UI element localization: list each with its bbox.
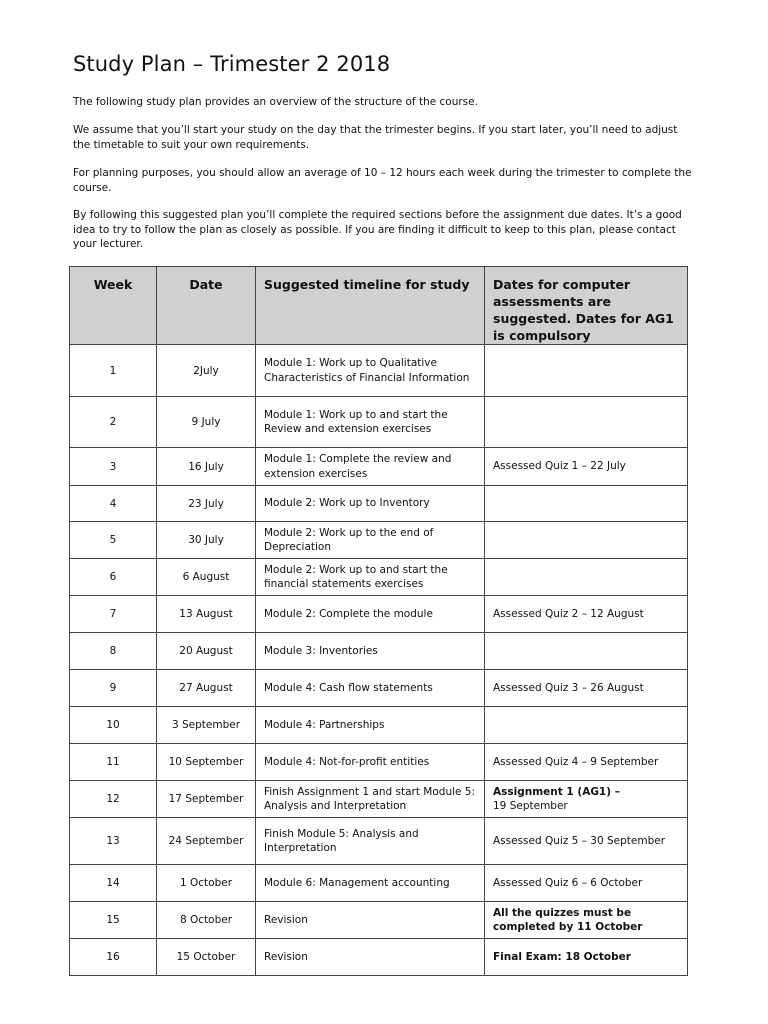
- week-cell: 7: [70, 596, 157, 633]
- week-cell: 8: [70, 633, 157, 670]
- header-week: Week: [70, 267, 157, 345]
- date-cell: 2July: [157, 345, 256, 397]
- table-row: [70, 939, 688, 976]
- table-row: [70, 670, 688, 707]
- timeline-cell: Module 2: Work up to and start the financial statements exercises: [256, 559, 485, 596]
- assessment-text: 19 September: [493, 800, 568, 812]
- week-cell: 14: [70, 865, 157, 902]
- table-row: [70, 781, 688, 818]
- table-row: [70, 744, 688, 781]
- timeline-cell: Finish Assignment 1 and start Module 5: Analysis and Interpretation: [256, 781, 485, 818]
- date-cell: 17 September: [157, 781, 256, 818]
- date-cell: 3 September: [157, 707, 256, 744]
- table-header-row: [70, 267, 688, 345]
- week-cell: 3: [70, 448, 157, 486]
- assessment-cell: Assessed Quiz 2 – 12 August: [485, 596, 688, 633]
- table-row: [70, 633, 688, 670]
- date-cell: 9 July: [157, 397, 256, 448]
- date-cell: 15 October: [157, 939, 256, 976]
- timeline-cell: Module 2: Complete the module: [256, 596, 485, 633]
- assessment-cell: Assessed Quiz 6 – 6 October: [485, 865, 688, 902]
- assessment-cell: [485, 902, 688, 939]
- header-date: Date: [157, 267, 256, 345]
- assessment-cell: Assessed Quiz 1 – 22 July: [485, 448, 688, 486]
- date-cell: 13 August: [157, 596, 256, 633]
- assessment-bold-text: Final Exam: 18 October: [493, 950, 631, 963]
- assessment-bold-text: Assignment 1 (AG1) –: [493, 785, 620, 798]
- date-cell: 8 October: [157, 902, 256, 939]
- timeline-cell: Module 6: Management accounting: [256, 865, 485, 902]
- assessment-cell: [485, 345, 688, 397]
- assessment-cell: [485, 486, 688, 522]
- timeline-cell: Finish Module 5: Analysis and Interpretation: [256, 818, 485, 865]
- date-cell: 16 July: [157, 448, 256, 486]
- assessment-cell: [485, 397, 688, 448]
- date-cell: 27 August: [157, 670, 256, 707]
- timeline-cell: Module 4: Not-for-profit entities: [256, 744, 485, 781]
- week-cell: 2: [70, 397, 157, 448]
- week-cell: 9: [70, 670, 157, 707]
- date-cell: 24 September: [157, 818, 256, 865]
- date-cell: 23 July: [157, 486, 256, 522]
- header-timeline: Suggested timeline for study: [256, 267, 485, 345]
- week-cell: 12: [70, 781, 157, 818]
- table-row: [70, 559, 688, 596]
- date-cell: 10 September: [157, 744, 256, 781]
- timeline-cell: Module 3: Inventories: [256, 633, 485, 670]
- table-row: [70, 902, 688, 939]
- date-cell: 6 August: [157, 559, 256, 596]
- assessment-cell: [485, 522, 688, 559]
- date-cell: 1 October: [157, 865, 256, 902]
- timeline-cell: Module 1: Work up to Qualitative Characteristics of Financial Information: [256, 345, 485, 397]
- week-cell: 4: [70, 486, 157, 522]
- assessment-bold-text: All the quizzes must be completed by 11 October: [493, 906, 643, 933]
- timeline-cell: Module 1: Work up to and start the Review and extension exercises: [256, 397, 485, 448]
- timeline-cell: Module 1: Complete the review and extension exercises: [256, 448, 485, 486]
- date-cell: 20 August: [157, 633, 256, 670]
- week-cell: 1: [70, 345, 157, 397]
- assumption-paragraph: We assume that you’ll start your study on the day that the trimester begins. If you start later, you’ll need to adjust the timetable to suit your own requirements.: [73, 124, 678, 151]
- table-row: [70, 596, 688, 633]
- week-cell: 15: [70, 902, 157, 939]
- assessment-cell: Assessed Quiz 5 – 30 September: [485, 818, 688, 865]
- table-row: [70, 448, 688, 486]
- week-cell: 5: [70, 522, 157, 559]
- week-cell: 11: [70, 744, 157, 781]
- assessment-cell: [485, 939, 688, 976]
- table-row: [70, 486, 688, 522]
- timeline-cell: Module 2: Work up to the end of Depreciation: [256, 522, 485, 559]
- table-row: [70, 522, 688, 559]
- week-cell: 6: [70, 559, 157, 596]
- week-cell: 16: [70, 939, 157, 976]
- table-body: [70, 345, 688, 976]
- study-plan-table: [69, 266, 688, 976]
- assessment-cell: [485, 559, 688, 596]
- assessment-cell: [485, 781, 688, 818]
- week-cell: 13: [70, 818, 157, 865]
- assessment-cell: Assessed Quiz 4 – 9 September: [485, 744, 688, 781]
- planning-paragraph: For planning purposes, you should allow an average of 10 – 12 hours each week during the trimester to complete the course.: [73, 167, 692, 194]
- table-row: [70, 818, 688, 865]
- header-assessments: Dates for computer assessments are suggested. Dates for AG1 is compulsory: [485, 267, 688, 345]
- table-row: [70, 865, 688, 902]
- table-row: [70, 707, 688, 744]
- timeline-cell: Revision: [256, 902, 485, 939]
- assessment-cell: [485, 633, 688, 670]
- assessment-cell: Assessed Quiz 3 – 26 August: [485, 670, 688, 707]
- timeline-cell: Module 4: Cash flow statements: [256, 670, 485, 707]
- table-row: [70, 397, 688, 448]
- timeline-cell: Module 4: Partnerships: [256, 707, 485, 744]
- timeline-cell: Module 2: Work up to Inventory: [256, 486, 485, 522]
- timeline-cell: Revision: [256, 939, 485, 976]
- week-cell: 10: [70, 707, 157, 744]
- page-title: Study Plan – Trimester 2 2018: [73, 52, 391, 76]
- advice-paragraph: By following this suggested plan you’ll complete the required sections before the assignment due dates. It’s a good idea to try to follow the plan as closely as possible. If you are finding it difficult to keep to this plan, please contact your lecturer.: [73, 209, 682, 250]
- table-row: [70, 345, 688, 397]
- assessment-cell: [485, 707, 688, 744]
- intro-paragraph: The following study plan provides an overview of the structure of the course.: [73, 96, 478, 108]
- date-cell: 30 July: [157, 522, 256, 559]
